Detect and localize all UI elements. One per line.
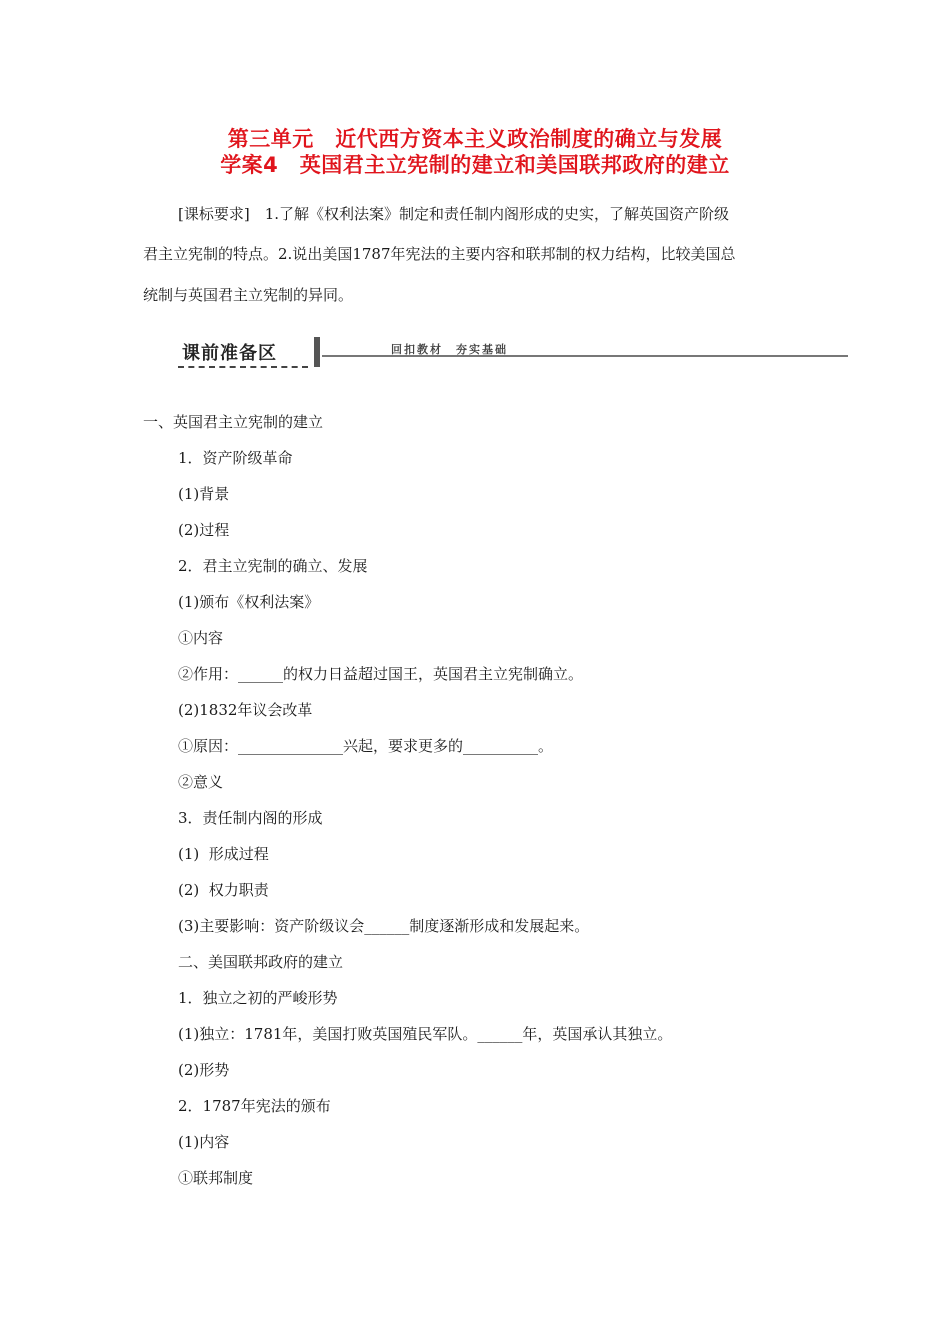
fill-in-blank-line: ②作用：______的权力日益超过国王，英国君主立宪制确立。 (178, 665, 584, 683)
curriculum-requirement-line-1: [课标要求] 1.了解《权利法案》制定和责任制内阁形成的史实，了解英国资产阶级 (178, 205, 730, 223)
content-line: 2．1787年宪法的颁布 (178, 1097, 331, 1115)
banner-divider-bar (314, 337, 320, 367)
content-line: ②意义 (178, 773, 224, 791)
content-line: (2) 权力职责 (178, 881, 269, 899)
content-line: 3．责任制内阁的形成 (178, 809, 323, 827)
curriculum-requirement-line-3: 统制与英国君主立宪制的异同。 (143, 286, 354, 304)
content-line: (1)颁布《权利法案》 (178, 593, 320, 611)
content-line: ①联邦制度 (178, 1169, 254, 1187)
banner-dashed-underline (178, 366, 308, 368)
content-line: (1) 形成过程 (178, 845, 269, 863)
content-line: (2)形势 (178, 1061, 230, 1079)
unit-title: 第三单元 近代西方资本主义政治制度的确立与发展 (227, 127, 723, 151)
curriculum-requirement-line-2: 君主立宪制的特点。2.说出美国1787年宪法的主要内容和联邦制的权力结构，比较美国总 (143, 245, 736, 263)
content-line: ①内容 (178, 629, 224, 647)
content-line: (2)过程 (178, 521, 230, 539)
fill-in-blank-line: (1)独立：1781年，美国打败英国殖民军队。______年，英国承认其独立。 (178, 1025, 673, 1043)
content-line: 1．独立之初的严峻形势 (178, 989, 338, 1007)
heading-section-2: 二、美国联邦政府的建立 (178, 953, 344, 971)
heading-section-1: 一、英国君主立宪制的建立 (143, 413, 324, 431)
banner-subtitle: 回扣教材 夯实基础 (391, 343, 508, 356)
fill-in-blank-line: ①原因：______________兴起，要求更多的__________。 (178, 737, 554, 755)
lesson-title: 学案4 英国君主立宪制的建立和美国联邦政府的建立 (220, 153, 730, 177)
content-line: 1．资产阶级革命 (178, 449, 293, 467)
content-line: (1)背景 (178, 485, 230, 503)
fill-in-blank-line: (3)主要影响：资产阶级议会______制度逐渐形成和发展起来。 (178, 917, 590, 935)
content-line: (2)1832年议会改革 (178, 701, 313, 719)
banner-title: 课前准备区 (182, 343, 277, 364)
content-line: 2．君主立宪制的确立、发展 (178, 557, 368, 575)
section-banner (176, 335, 848, 371)
content-line: (1)内容 (178, 1133, 230, 1151)
